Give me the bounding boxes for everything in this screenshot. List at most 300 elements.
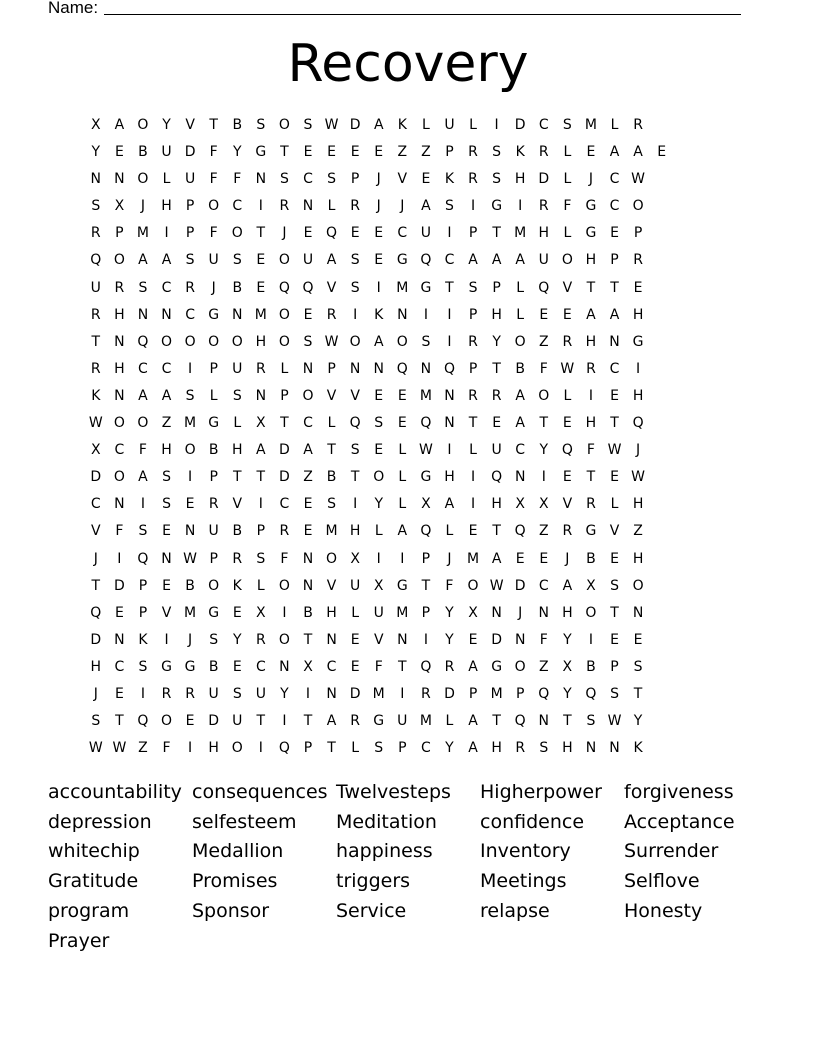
grid-cell: Y [162,117,171,133]
grid-cell: V [91,523,101,540]
grid-cell: N [326,685,337,702]
grid-cell: S [350,442,360,459]
grid-cell: A [397,523,408,540]
grid-cell: D [538,171,550,188]
word-bank-item: Meetings [480,870,567,893]
grid-cell: Z [538,333,549,350]
grid-cell: M [584,117,597,133]
grid-cell: N [397,631,408,648]
grid-cell: U [420,225,431,242]
page-title: Recovery [287,34,529,94]
grid-cell: U [208,685,219,702]
grid-cell: E [610,469,619,486]
word-bank-item: Higherpower [480,781,602,803]
grid-cell: R [633,252,643,269]
grid-cell: U [232,360,243,377]
grid-cell: E [610,225,619,242]
grid-cell: E [562,415,572,432]
grid-cell: X [90,117,101,133]
grid-cell: I [305,685,311,702]
grid-cell: N [420,360,432,377]
grid-cell: R [90,306,101,323]
grid-cell: P [280,387,289,404]
grid-cell: N [609,333,620,350]
grid-cell: T [327,740,336,757]
grid-cell: E [562,306,572,323]
grid-cell: L [398,469,407,486]
grid-cell: R [444,658,455,675]
grid-cell: E [327,144,336,161]
grid-cell: I [188,740,193,757]
grid-cell: H [585,252,597,269]
grid-cell: G [420,469,432,486]
grid-cell: C [161,279,172,296]
grid-cell: U [350,577,361,594]
grid-cell: S [327,171,337,188]
grid-cell: Q [538,279,550,296]
grid-cell: E [515,550,525,567]
grid-cell: S [610,685,619,702]
grid-cell: T [468,415,478,432]
grid-cell: A [515,387,525,404]
grid-cell: C [538,117,549,133]
grid-cell: C [609,171,620,188]
grid-cell: A [633,144,643,161]
grid-cell: A [256,442,266,459]
grid-cell: E [232,604,242,621]
grid-cell: J [93,550,98,567]
grid-cell: I [376,279,381,296]
grid-cell: A [562,577,573,594]
grid-cell: O [278,577,290,594]
grid-cell: Z [421,144,431,161]
grid-cell: N [514,631,526,648]
name-underline [104,14,741,15]
grid-cell: P [421,604,431,621]
grid-cell: S [279,171,289,188]
grid-cell: O [585,604,597,621]
grid-cell: Q [491,469,503,486]
grid-cell: E [303,306,313,323]
grid-cell: N [538,713,550,730]
grid-cell: R [491,387,502,404]
grid-cell: O [278,306,290,323]
grid-cell: R [279,198,290,215]
grid-cell: T [115,713,124,730]
grid-cell: N [609,740,620,757]
grid-cell: Q [302,279,314,296]
grid-cell: N [585,740,597,757]
grid-cell: Q [396,360,408,377]
grid-cell: V [232,496,243,513]
grid-cell: P [398,740,407,757]
grid-cell: Q [632,415,644,432]
grid-cell: O [632,577,644,594]
grid-cell: O [514,658,526,675]
grid-cell: L [327,415,336,432]
grid-cell: O [278,252,290,269]
grid-row [84,681,673,708]
grid-cell: M [136,225,149,242]
word-bank-item: Surrender [624,840,719,863]
grid-cell: I [447,306,452,323]
grid-cell: N [161,550,172,567]
grid-cell: H [231,442,243,459]
grid-cell: S [586,713,596,730]
grid-cell: O [231,225,243,242]
grid-cell: A [609,306,620,323]
grid-cell: E [185,713,195,730]
grid-cell: P [633,225,643,242]
grid-cell: I [188,360,193,377]
grid-cell: L [563,144,572,161]
grid-row [84,518,673,545]
grid-cell: S [374,415,384,432]
grid-cell: B [232,117,243,133]
grid-cell: Y [232,144,242,161]
grid-cell: T [350,469,360,486]
grid-cell: A [326,713,337,730]
grid-cell: H [114,360,125,377]
grid-cell: E [374,252,384,269]
grid-cell: R [421,685,431,702]
grid-cell: L [563,387,572,404]
grid-cell: N [255,171,267,188]
grid-cell: B [326,469,337,486]
grid-cell: V [326,577,337,594]
grid-cell: O [113,252,125,269]
grid-cell: F [445,577,454,594]
grid-cell: C [515,442,526,459]
grid-cell: R [161,685,172,702]
grid-cell: V [562,496,573,513]
grid-cell: Q [443,360,455,377]
grid-cell: S [421,333,431,350]
grid-cell: N [114,496,125,513]
grid-cell: R [468,171,478,188]
grid-cell: T [445,279,454,296]
grid-cell: P [138,577,148,594]
grid-cell: U [538,252,549,269]
grid-cell: H [161,198,172,215]
word-bank-item: Promises [192,870,278,893]
grid-cell: J [93,685,98,702]
grid-cell: I [541,469,546,486]
grid-cell: F [138,442,147,459]
grid-cell: E [232,658,242,675]
grid-cell: T [610,415,619,432]
word-bank-item: Sponsor [192,899,270,922]
grid-cell: T [492,225,501,242]
grid-cell: L [469,442,477,459]
grid-cell: S [492,144,502,161]
grid-cell: E [633,279,643,296]
word-bank-item: Honesty [624,899,703,922]
grid-row [84,112,673,139]
grid-cell: V [397,171,408,188]
grid-cell: R [255,631,266,648]
grid-cell: I [376,550,381,567]
grid-cell: M [514,225,527,242]
grid-cell: E [633,631,643,648]
grid-cell: Z [538,523,549,540]
grid-cell: R [90,360,101,377]
grid-cell: I [470,469,476,486]
grid-cell: O [632,198,644,215]
grid-cell: O [561,252,573,269]
grid-cell: E [350,631,360,648]
grid-cell: S [256,550,266,567]
grid-cell: L [374,523,383,540]
grid-cell: N [137,306,149,323]
grid-cell: S [138,279,148,296]
grid-cell: C [114,442,125,459]
grid-cell: M [254,306,267,323]
grid-cell: E [114,685,124,702]
grid-cell: E [397,387,407,404]
grid-cell: G [255,144,267,161]
grid-cell: L [563,225,572,242]
grid-cell: T [280,144,289,161]
grid-cell: H [632,550,644,567]
grid-cell: E [256,279,266,296]
grid-cell: H [632,387,644,404]
grid-cell: Q [137,713,149,730]
grid-cell: I [423,306,428,323]
grid-row [84,627,673,654]
grid-cell: S [91,713,101,730]
grid-cell: J [400,198,405,215]
grid-cell: F [209,171,218,188]
grid-cell: H [349,523,361,540]
grid-cell: S [162,469,171,486]
grid-cell: A [586,306,596,323]
grid-cell: O [161,713,173,730]
grid-cell: K [91,387,101,404]
word-bank-item: selfesteem [192,810,297,833]
grid-cell: R [90,225,101,242]
grid-cell: D [90,469,102,486]
grid-cell: Q [585,685,597,702]
grid-cell: S [327,496,337,513]
grid-cell: Q [137,550,149,567]
grid-cell: X [515,496,525,513]
grid-cell: C [397,225,408,242]
word-bank-item: confidence [480,810,585,833]
grid-cell: E [657,144,667,161]
grid-cell: R [515,740,526,757]
grid-cell: A [326,252,337,269]
grid-cell: Y [445,631,454,648]
grid-cell: O [137,415,149,432]
word-bank-item: Acceptance [624,810,735,833]
grid-cell: T [280,415,289,432]
grid-cell: X [586,577,596,594]
grid-cell: O [278,117,290,133]
grid-cell: L [398,496,407,513]
grid-cell: S [492,171,502,188]
grid-cell: I [140,496,146,513]
grid-cell: N [114,631,125,648]
word-bank-item: Medallion [192,840,284,863]
grid-cell: P [492,279,501,296]
grid-cell: E [610,387,619,404]
grid-cell: N [184,523,196,540]
grid-row [84,654,673,681]
grid-cell: Q [420,658,432,675]
grid-cell: I [423,631,428,648]
letter-grid [84,112,673,762]
grid-cell: L [563,171,572,188]
grid-cell: E [610,550,619,567]
grid-cell: L [162,171,171,188]
grid-cell: J [588,171,593,188]
grid-row [84,573,673,600]
grid-cell: M [419,713,432,730]
grid-cell: P [209,469,218,486]
grid-cell: D [491,631,502,648]
grid-cell: X [421,496,431,513]
grid-cell: E [374,442,384,459]
grid-cell: H [491,496,502,513]
grid-cell: G [208,604,220,621]
grid-cell: E [539,306,549,323]
grid-cell: I [470,198,476,215]
grid-cell: T [398,658,407,675]
grid-cell: E [374,387,384,404]
grid-cell: E [610,631,619,648]
grid-cell: B [232,279,243,296]
grid-cell: S [374,740,384,757]
grid-cell: L [610,117,619,133]
grid-cell: E [539,550,549,567]
grid-cell: W [88,740,103,757]
grid-cell: T [303,713,313,730]
grid-cell: H [491,306,502,323]
word-bank-item: program [48,899,130,922]
grid-cell: S [185,252,195,269]
grid-cell: M [184,604,197,621]
grid-cell: O [373,469,385,486]
grid-cell: G [585,198,597,215]
grid-cell: N [90,171,102,188]
grid-cell: A [491,252,502,269]
grid-cell: S [209,631,219,648]
grid-cell: B [303,604,313,621]
grid-cell: H [161,442,172,459]
grid-cell: R [586,496,596,513]
grid-cell: I [447,442,452,459]
grid-cell: H [632,496,644,513]
grid-cell: T [421,577,431,594]
grid-cell: W [88,415,103,432]
grid-cell: Y [492,333,501,350]
grid-cell: Y [91,144,101,161]
grid-cell: X [256,415,266,432]
grid-cell: V [562,279,573,296]
grid-cell: E [586,144,596,161]
grid-cell: I [588,631,593,648]
word-bank-item: Prayer [48,929,110,952]
grid-cell: T [209,117,218,133]
grid-cell: F [586,442,595,459]
grid-cell: G [396,252,408,269]
grid-row [84,302,673,329]
grid-cell: F [233,171,242,188]
grid-cell: L [398,442,407,459]
grid-cell: R [538,144,549,161]
grid-cell: N [632,604,644,621]
grid-cell: I [400,550,405,567]
grid-cell: K [397,117,407,133]
grid-cell: T [492,360,501,377]
grid-cell: B [232,523,243,540]
grid-cell: W [324,333,339,350]
grid-cell: I [470,496,476,513]
name-field [48,0,748,18]
grid-cell: U [232,713,243,730]
grid-cell: R [586,360,596,377]
grid-cell: N [491,604,502,621]
grid-cell: I [518,198,523,215]
word-bank-item: Twelvesteps [336,781,451,803]
grid-cell: R [633,117,643,133]
grid-cell: N [232,306,243,323]
grid-cell: L [516,306,525,323]
grid-cell: I [494,117,499,133]
grid-cell: E [162,577,171,594]
grid-cell: S [610,577,619,594]
grid-cell: J [518,604,523,621]
grid-cell: D [444,685,455,702]
word-bank-item: consequences [192,781,328,803]
grid-cell: G [208,415,220,432]
grid-cell: Q [137,333,149,350]
grid-cell: R [208,496,219,513]
grid-cell: I [353,496,358,513]
grid-cell: P [421,550,431,567]
grid-cell: O [137,117,149,133]
grid-cell: V [350,387,360,404]
grid-cell: T [492,523,501,540]
grid-cell: I [636,360,641,377]
word-bank [48,778,768,956]
grid-cell: G [184,658,196,675]
grid-cell: T [586,279,596,296]
grid-cell: A [138,252,148,269]
grid-cell: H [90,658,102,675]
grid-cell: J [188,631,193,648]
grid-cell: K [374,306,384,323]
grid-cell: U [184,171,196,188]
word-bank-item: triggers [336,870,411,893]
grid-cell: J [447,550,452,567]
grid-cell: J [282,225,287,242]
grid-cell: G [585,225,597,242]
grid-cell: L [209,387,218,404]
grid-row [84,410,673,437]
grid-cell: C [185,306,195,323]
grid-cell: U [208,252,219,269]
grid-cell: A [609,144,620,161]
grid-cell: S [468,279,478,296]
grid-cell: M [490,685,503,702]
grid-cell: Q [278,740,290,757]
grid-cell: O [349,333,361,350]
grid-cell: W [418,442,433,459]
grid-cell: S [350,252,360,269]
grid-cell: Q [420,252,432,269]
